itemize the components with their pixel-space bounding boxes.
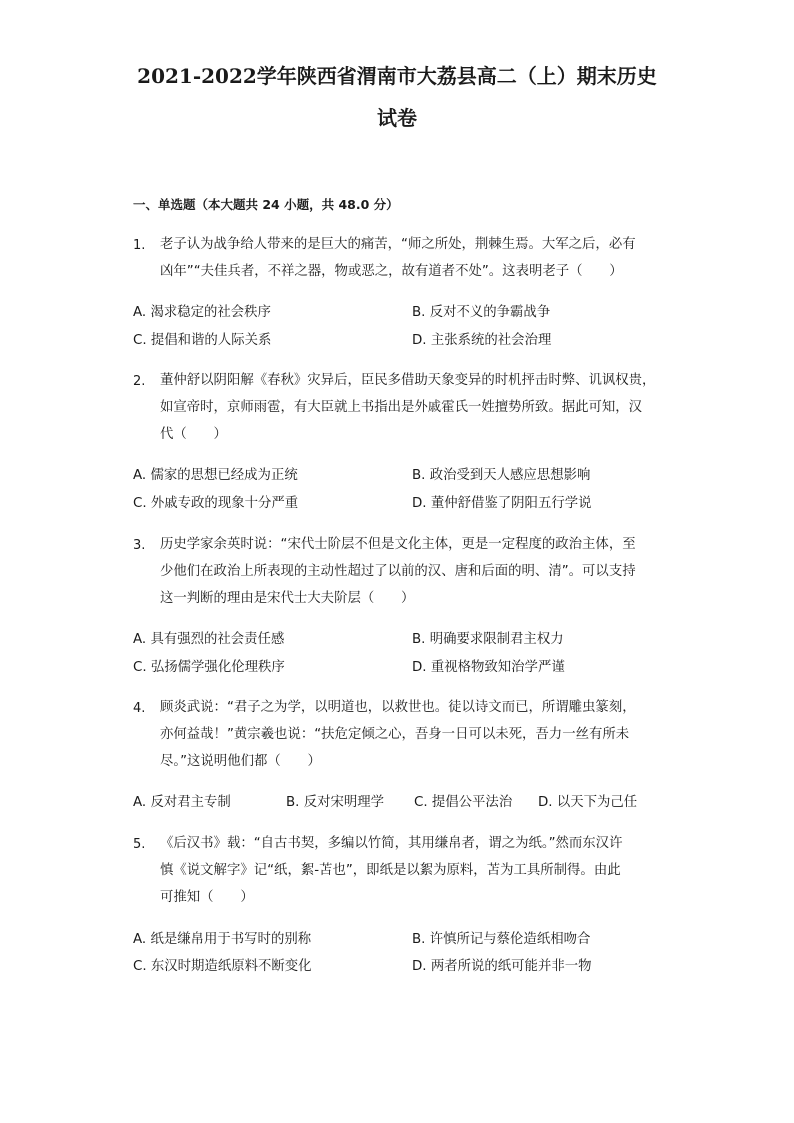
exam-title-line2: 试卷 [377, 106, 417, 130]
option-d: D. 主张系统的社会治理 [412, 333, 552, 348]
option-d: D. 两者所说的纸可能并非一物 [412, 959, 592, 974]
question-text-line: 尽。”这说明他们都（ ） [160, 754, 321, 769]
question-number: 3. [133, 538, 146, 553]
option-c: C. 外戚专政的现象十分严重 [133, 496, 299, 511]
question-text-line: 少他们在政治上所表现的主动性超过了以前的汉、唐和后面的明、清”。可以支持 [160, 564, 636, 579]
option-b: B. 反对不义的争霸战争 [412, 305, 551, 320]
option-a: A. 纸是缣帛用于书写时的别称 [133, 932, 312, 947]
option-d: D. 以天下为己任 [538, 795, 638, 810]
question-text-line: 慎《说文解字》记“纸，絮-苫也”，即纸是以絮为原料，苫为工具所制得。由此 [160, 863, 621, 878]
question-text-line: 《后汉书》载：“自古书契，多编以竹简，其用缣帛者，谓之为纸。”然而东汉许 [160, 836, 623, 851]
question-text-line: 亦何益哉！”黄宗羲也说：“扶危定倾之心，吾身一日可以未死，吾力一丝有所未 [160, 727, 630, 742]
option-c: C. 提倡公平法治 [414, 795, 513, 810]
option-b: B. 明确要求限制君主权力 [412, 632, 564, 647]
section-heading: 一、单选题（本大题共 24 小题，共 48.0 分） [133, 197, 399, 212]
option-d: D. 重视格物致知治学严谨 [412, 660, 565, 675]
option-b: B. 许慎所记与蔡伦造纸相吻合 [412, 932, 591, 947]
option-a: A. 反对君主专制 [133, 795, 231, 810]
exam-title-line1: 2021-2022学年陕西省渭南市大荔县高二（上）期末历史 [137, 64, 657, 88]
question-text-line: 顾炎武说：“君子之为学，以明道也，以救世也。徒以诗文而已，所谓雕虫篆刻， [160, 700, 636, 715]
option-a: A. 渴求稳定的社会秩序 [133, 305, 271, 320]
question-number: 2. [133, 374, 146, 389]
question-text-line: 董仲舒以阴阳解《春秋》灾异后，臣民多借助天象变异的时机抨击时弊、讥讽权贵， [160, 373, 656, 388]
option-d: D. 董仲舒借鉴了阴阳五行学说 [412, 496, 592, 511]
question-text-line: 代（ ） [160, 427, 227, 442]
option-c: C. 提倡和谐的人际关系 [133, 333, 272, 348]
question-number: 1. [133, 238, 146, 253]
option-b: B. 政治受到天人感应思想影响 [412, 468, 591, 483]
option-a: A. 具有强烈的社会责任感 [133, 632, 285, 647]
question-text-line: 凶年”“夫佳兵者，不祥之器，物或恶之，故有道者不处”。这表明老子（ ） [160, 264, 623, 279]
option-c: C. 东汉时期造纸原料不断变化 [133, 959, 312, 974]
option-b: B. 反对宋明理学 [286, 795, 385, 810]
question-text-line: 老子认为战争给人带来的是巨大的痛苦，“师之所处，荆棘生焉。大军之后，必有 [160, 237, 636, 252]
question-text-line: 可推知（ ） [160, 890, 254, 905]
question-text-line: 如宣帝时，京师雨雹，有大臣就上书指出是外戚霍氏一姓擅势所致。据此可知，汉 [160, 400, 643, 415]
option-a: A. 儒家的思想已经成为正统 [133, 468, 298, 483]
question-text-line: 这一判断的理由是宋代士大夫阶层（ ） [160, 591, 415, 606]
option-c: C. 弘扬儒学强化伦理秩序 [133, 660, 285, 675]
question-number: 4. [133, 701, 146, 716]
question-text-line: 历史学家余英时说：“宋代士阶层不但是文化主体，更是一定程度的政治主体，至 [160, 537, 636, 552]
question-number: 5. [133, 837, 146, 852]
